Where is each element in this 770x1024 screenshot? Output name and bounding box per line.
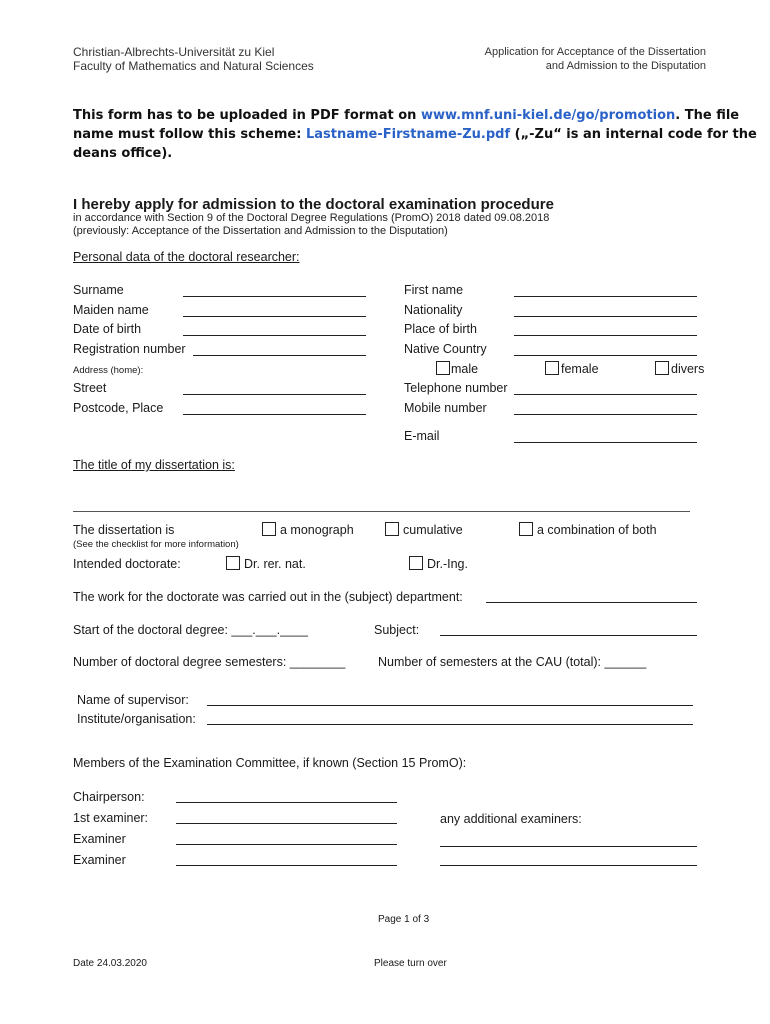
dissertation-type-label: The dissertation is [73,523,175,537]
dr-rer-nat-label: Dr. rer. nat. [244,557,306,571]
notice-text-3: name must follow this scheme: [73,127,306,142]
place-of-birth-field[interactable] [514,335,697,336]
turn-over-note: Please turn over [374,958,447,969]
semesters-label[interactable]: Number of doctoral degree semesters: ________ [73,655,346,669]
department-field[interactable] [486,602,697,603]
dr-ing-label: Dr.-Ing. [427,557,468,571]
email-label: E-mail [404,429,440,443]
application-subtitle-1: in accordance with Section 9 of the Doctoral Degree Regulations (PromO) 2018 dated 09.08.2018 [73,212,550,224]
examiner-field-1[interactable] [176,844,397,845]
native-country-label: Native Country [404,342,487,356]
notice-text-2: . The file [675,108,740,123]
promotion-url-link[interactable]: www.mnf.uni-kiel.de/go/promotion [420,108,676,123]
department-label: The work for the doctorate was carried out in the (subject) department: [73,590,463,604]
street-field[interactable] [183,394,366,395]
subject-label: Subject: [374,623,420,637]
nationality-label: Nationality [404,303,463,317]
mobile-label: Mobile number [404,401,487,415]
examiner-label-2: Examiner [73,853,126,867]
chairperson-field[interactable] [176,802,397,803]
mobile-field[interactable] [514,414,697,415]
combination-label: a combination of both [537,523,657,537]
divers-label: divers [671,362,705,376]
dissertation-title-heading: The title of my dissertation is: [73,458,235,472]
examiner-label-1: Examiner [73,832,126,846]
filename-scheme: Lastname-Firstname-Zu.pdf [305,127,511,142]
checklist-note: (See the checklist for more information) [73,539,239,550]
female-checkbox[interactable] [545,361,559,375]
additional-examiners-label: any additional examiners: [440,812,582,826]
email-field[interactable] [514,442,697,443]
monograph-checkbox[interactable] [262,522,276,536]
committee-heading: Members of the Examination Committee, if known (Section 15 PromO): [73,756,467,770]
combination-checkbox[interactable] [519,522,533,536]
first-name-label: First name [404,283,464,297]
telephone-label: Telephone number [404,381,508,395]
street-label: Street [73,381,107,395]
personal-data-heading: Personal data of the doctoral researcher: [73,250,300,264]
university-name: Christian-Albrechts-Universität zu Kiel [73,45,275,59]
cau-semesters-label[interactable]: Number of semesters at the CAU (total): ______ [378,655,647,669]
revision-date: Date 24.03.2020 [73,958,147,969]
postcode-place-field[interactable] [183,414,366,415]
native-country-field[interactable] [514,355,697,356]
supervisor-name-label: Name of supervisor: [77,693,189,707]
dr-rer-nat-checkbox[interactable] [226,556,240,570]
intended-doctorate-label: Intended doctorate: [73,557,181,571]
first-name-field[interactable] [514,296,697,297]
divers-checkbox[interactable] [655,361,669,375]
surname-label: Surname [73,283,124,297]
place-of-birth-label: Place of birth [404,322,477,336]
surname-field[interactable] [183,296,366,297]
examiner-field-2[interactable] [176,865,397,866]
dissertation-title-field[interactable] [73,511,690,512]
postcode-place-label: Postcode, Place [73,401,164,415]
registration-number-label: Registration number [73,342,186,356]
male-label: male [451,362,479,376]
cumulative-checkbox[interactable] [385,522,399,536]
male-checkbox[interactable] [436,361,450,375]
nationality-field[interactable] [514,316,697,317]
female-label: female [561,362,599,376]
monograph-label: a monograph [280,523,354,537]
dr-ing-checkbox[interactable] [409,556,423,570]
supervisor-name-field[interactable] [207,705,693,706]
application-subtitle-2: (previously: Acceptance of the Dissertation and Admission to the Disputation) [73,225,448,237]
first-examiner-label: 1st examiner: [73,811,149,825]
first-examiner-field[interactable] [176,823,397,824]
additional-examiner-field-1[interactable] [440,846,697,847]
page-number: Page 1 of 3 [378,914,430,925]
subject-field[interactable] [440,635,697,636]
chairperson-label: Chairperson: [73,790,145,804]
application-title: I hereby apply for admission to the doctoral examination procedure [73,196,554,213]
date-of-birth-label: Date of birth [73,322,142,336]
upload-notice [73,106,757,163]
notice-text-5: deans office). [73,146,173,161]
document-title-line-2: and Admission to the Disputation [545,60,706,72]
institute-label: Institute/organisation: [77,712,196,726]
address-home-label: Address (home): [73,365,144,376]
registration-number-field[interactable] [193,355,366,356]
maiden-name-field[interactable] [183,316,366,317]
maiden-name-label: Maiden name [73,303,149,317]
additional-examiner-field-2[interactable] [440,865,697,866]
faculty-name: Faculty of Mathematics and Natural Sciences [73,59,314,73]
telephone-field[interactable] [514,394,697,395]
date-of-birth-field[interactable] [183,335,366,336]
notice-text-4: („-Zu“ is an internal code for the [510,127,757,142]
start-date-label[interactable]: Start of the doctoral degree: ___.___.____ [73,623,308,637]
institute-field[interactable] [207,724,693,725]
document-title-line-1: Application for Acceptance of the Dissertation [484,46,706,58]
notice-text-1: This form has to be uploaded in PDF format on [73,108,421,123]
cumulative-label: cumulative [403,523,463,537]
